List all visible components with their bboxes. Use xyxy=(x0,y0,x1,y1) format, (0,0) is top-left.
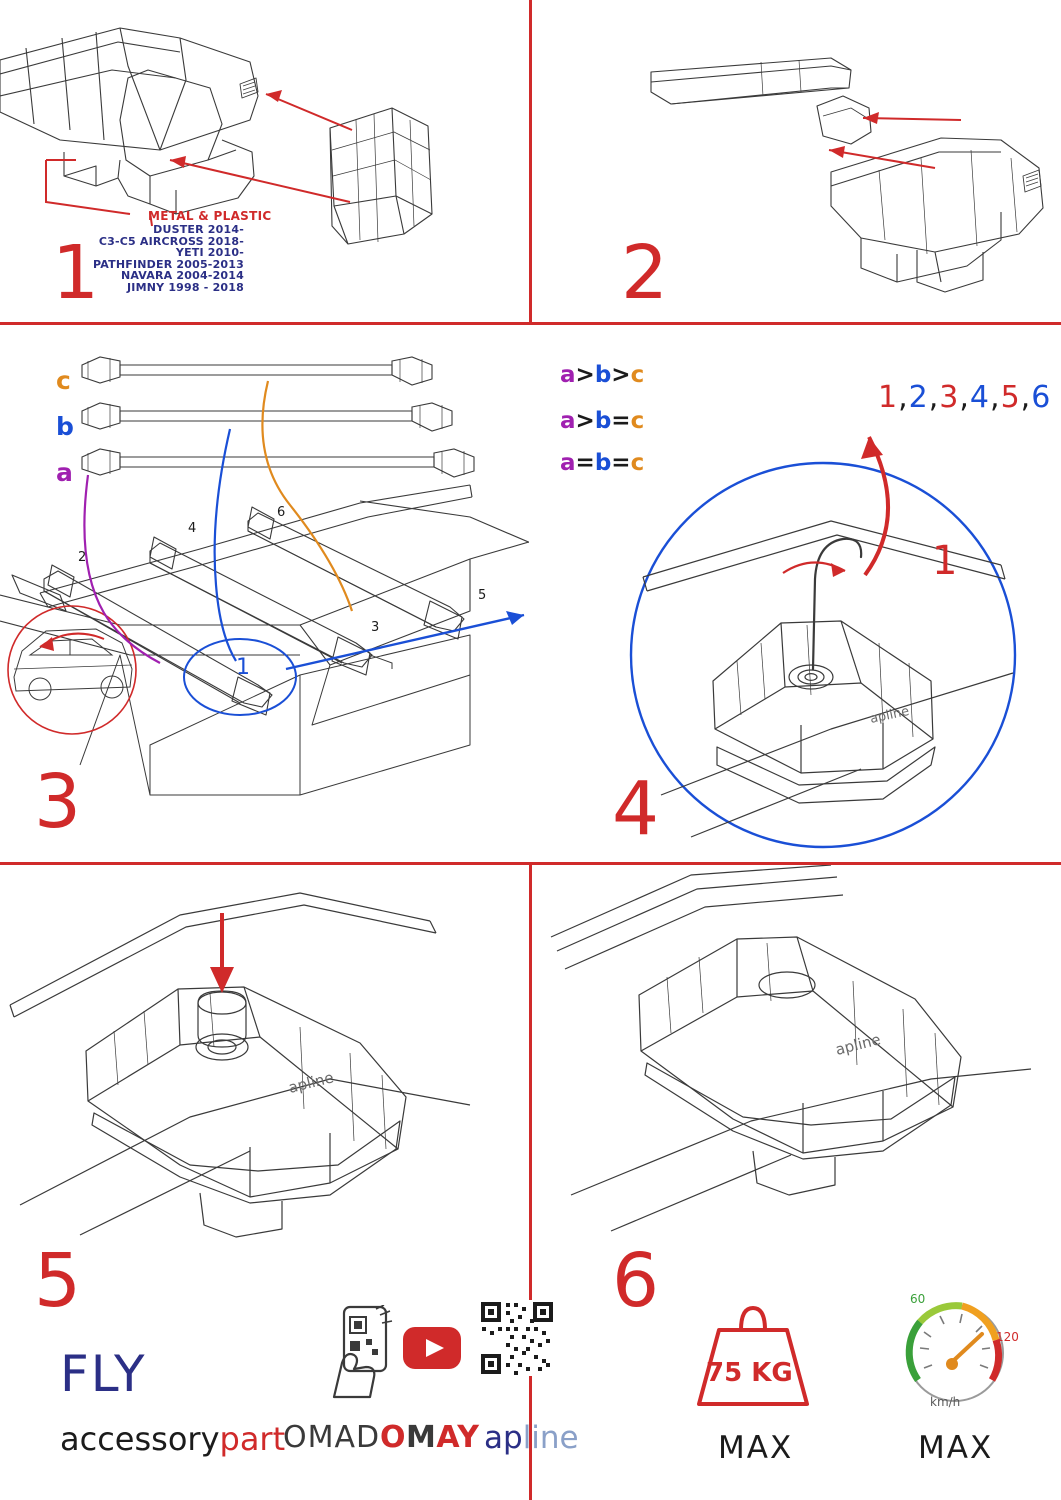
vehicle-compatibility-list xyxy=(0,224,244,294)
brand-part-text: part xyxy=(219,1420,286,1458)
relation-2: a>b=c xyxy=(560,408,645,434)
relation-3: a=b=c xyxy=(560,450,645,476)
gauge-low-label: 60 xyxy=(910,1292,926,1306)
omay-m: M xyxy=(406,1420,437,1455)
scan-qr-phone-icon xyxy=(332,1305,396,1401)
omay-o: O xyxy=(380,1420,407,1455)
callout-circle-1: 1 xyxy=(236,655,250,680)
seq-2: 2 xyxy=(908,380,929,415)
gauge-unit-label: km/h xyxy=(930,1395,961,1409)
bar-label-c: c xyxy=(56,366,71,395)
apline-line: line xyxy=(522,1420,579,1456)
max-weight-value: 75 KG xyxy=(706,1358,793,1388)
relation-1: a>b>c xyxy=(560,362,645,388)
panel-step-6 xyxy=(531,865,1061,1265)
seq-1: 1 xyxy=(878,380,899,415)
callout-2: 2 xyxy=(78,550,87,565)
step-1-number: 1 xyxy=(52,230,100,316)
callout-5: 5 xyxy=(478,588,487,603)
step-4-inner-marker: 1 xyxy=(932,538,958,584)
tighten-sequence: 1,2,3,4,5,6 xyxy=(878,380,1052,415)
step-3-number: 3 xyxy=(34,759,82,845)
svg-text:apline: apline xyxy=(833,1030,883,1059)
vehicle-line: PATHFINDER 2005-2013 xyxy=(93,257,244,271)
vehicle-line: C3-C5 AIRCROSS 2018- xyxy=(98,234,244,248)
seq-4: 4 xyxy=(969,380,991,415)
metal-plastic-note: METAL & PLASTIC xyxy=(148,209,272,223)
step-6-number: 6 xyxy=(612,1238,660,1324)
brand-omad: OMAD xyxy=(283,1420,381,1455)
step-5-number: 5 xyxy=(34,1238,82,1324)
brand-apline xyxy=(484,1420,579,1456)
bar-label-a: a xyxy=(56,458,73,487)
max-weight-icon xyxy=(683,1296,823,1416)
callout-6: 6 xyxy=(277,505,286,520)
vehicle-line: DUSTER 2014- xyxy=(153,223,244,236)
seq-3: 3 xyxy=(939,380,960,415)
panel-step-5 xyxy=(0,865,529,1265)
max-speed-label: MAX xyxy=(918,1430,994,1466)
panel-step-2 xyxy=(531,0,1061,322)
svg-text:apline: apline xyxy=(286,1068,336,1097)
brand-accessory-text: accessory xyxy=(60,1420,220,1458)
seq-5: 5 xyxy=(1000,380,1021,415)
brand-accessorypart xyxy=(60,1420,285,1458)
gauge-high-label: 120 xyxy=(996,1330,1019,1344)
youtube-icon[interactable] xyxy=(403,1327,461,1369)
brand-omay xyxy=(380,1420,479,1455)
qr-code xyxy=(479,1300,555,1376)
vehicle-line: YETI 2010- xyxy=(175,246,244,260)
vehicle-line: JIMNY 1998 - 2018 xyxy=(127,280,244,294)
omay-ay: AY xyxy=(436,1420,480,1455)
apline-ap: ap xyxy=(484,1420,523,1456)
vehicle-line: NAVARA 2004-2014 xyxy=(120,269,244,283)
callout-4: 4 xyxy=(188,521,197,536)
callout-3: 3 xyxy=(371,620,380,635)
seq-6: 6 xyxy=(1031,380,1052,415)
bar-label-b: b xyxy=(56,412,74,441)
step-4-number: 4 xyxy=(612,766,660,852)
max-weight-label: MAX xyxy=(718,1430,794,1466)
step-2-number: 2 xyxy=(621,230,669,316)
svg-text:apline: apline xyxy=(868,703,911,727)
brand-fly: FLY xyxy=(60,1345,147,1403)
